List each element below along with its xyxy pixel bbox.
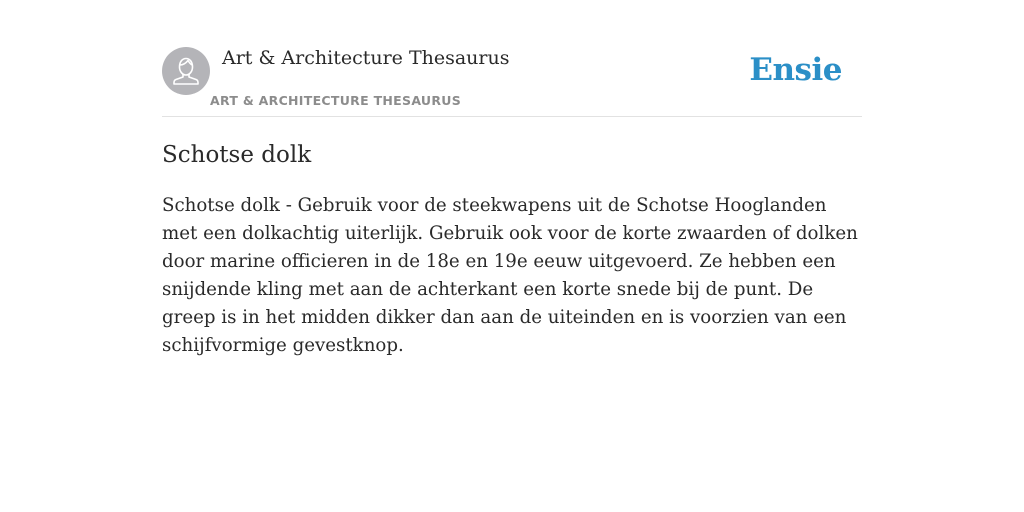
- user-silhouette-icon: [162, 47, 210, 95]
- source-subtitle: ART & ARCHITECTURE THESAURUS: [210, 93, 462, 108]
- definition-text: Schotse dolk - Gebruik voor de steekwapens uit de Schotse Hooglanden met een dolkachtig uiterlijk. Gebruik ook voor de korte zwaarden of dolken door marine officieren in de 18e en 19e eeuw uitgevoerd. Ze hebben een snijdende kling met aan de achterkant een korte snede bij de punt. De greep is in het midden dikker dan aan de uiteinden en is voorzien van een schijfvormige gevestknop.: [162, 195, 858, 356]
- brand-logo[interactable]: Ensie: [749, 52, 842, 88]
- entry-header: [162, 46, 862, 117]
- page-title: Schotse dolk: [162, 142, 312, 168]
- avatar[interactable]: [162, 47, 210, 95]
- source-name-link[interactable]: Art & Architecture Thesaurus: [222, 47, 510, 69]
